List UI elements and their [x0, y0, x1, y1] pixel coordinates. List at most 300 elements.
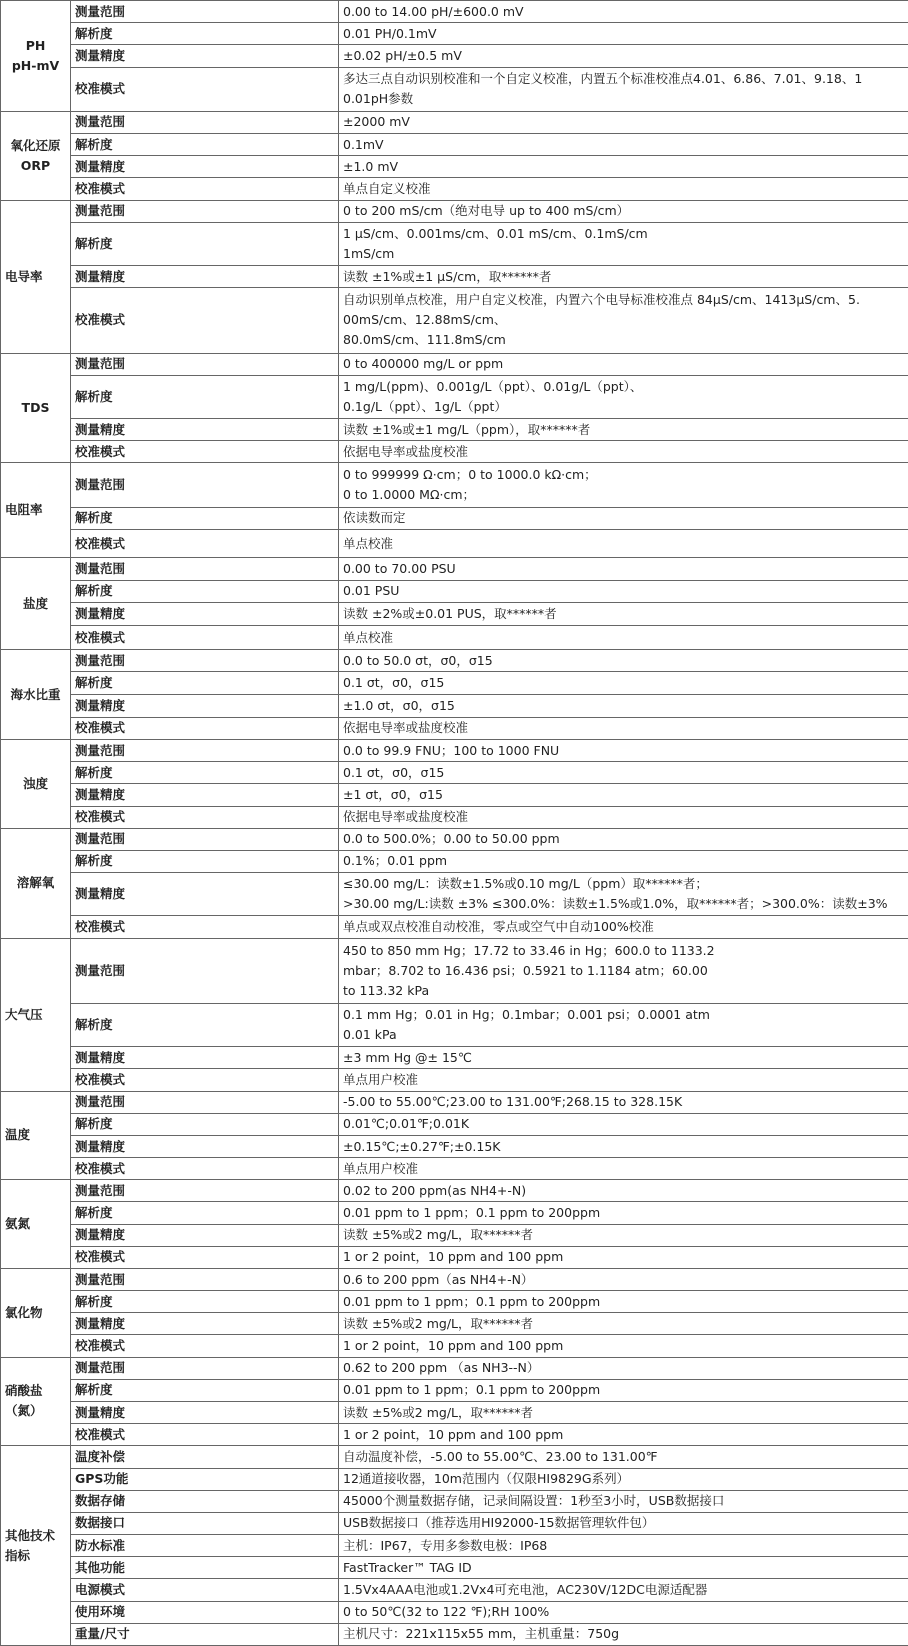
category-label: 大气压 — [5, 1006, 43, 1022]
value-line: >30.00 mg/L:读数 ±3% ≤300.0%：读数±1.5%或1.0%，取******者；>300.0%：读数±3% — [343, 896, 888, 912]
parameter-value — [339, 1, 908, 23]
value-line: 45000个测量数据存储，记录间隔设置：1秒至3小时，USB数据接口 — [343, 1493, 725, 1509]
parameter-label: 测量精度 — [71, 1401, 339, 1423]
table-row — [1, 806, 908, 828]
parameter-value — [339, 602, 908, 625]
parameter-label: 解析度 — [71, 1113, 339, 1135]
parameter-value — [339, 1468, 908, 1490]
category-label: ORP — [20, 157, 51, 173]
parameter-value — [339, 111, 908, 133]
table-row — [1, 1047, 908, 1069]
parameter-value — [339, 1579, 908, 1601]
parameter-value — [339, 45, 908, 67]
table-row — [1, 222, 908, 265]
parameter-label: 校准模式 — [71, 806, 339, 828]
value-line: ±3 mm Hg @± 15℃ — [343, 1049, 472, 1065]
parameter-label: 解析度 — [71, 134, 339, 156]
parameter-label: 测量精度 — [71, 602, 339, 625]
value-line: 单点用户校准 — [343, 1160, 419, 1176]
table-row — [1, 580, 908, 602]
parameter-value — [339, 1512, 908, 1534]
table-row — [1, 740, 908, 762]
category-label: 其他技术 — [5, 1527, 56, 1543]
parameter-value — [339, 938, 908, 1003]
category-label: 电阻率 — [5, 502, 43, 518]
value-line: 单点校准 — [343, 535, 394, 551]
category-cell — [1, 938, 71, 1091]
table-row — [1, 419, 908, 441]
table-row — [1, 1113, 908, 1135]
parameter-value — [339, 1557, 908, 1579]
category-cell — [1, 1180, 71, 1269]
table-row — [1, 938, 908, 1003]
category-cell — [1, 111, 71, 200]
parameter-label: 测量范围 — [71, 111, 339, 133]
table-row — [1, 1557, 908, 1579]
parameter-label: 校准模式 — [71, 1158, 339, 1180]
table-row — [1, 353, 908, 375]
table-row — [1, 1246, 908, 1268]
value-line: 依读数而定 — [343, 510, 406, 526]
category-label: pH-mV — [11, 57, 60, 73]
parameter-label: 解析度 — [71, 23, 339, 45]
value-line: 主机尺寸：221x115x55 mm，主机重量：750g — [343, 1626, 620, 1642]
parameter-label: 测量精度 — [71, 45, 339, 67]
parameter-value — [339, 507, 908, 529]
category-cell — [1, 558, 71, 650]
parameter-value — [339, 266, 908, 288]
parameter-label: 其他功能 — [71, 1557, 339, 1579]
parameter-value — [339, 1091, 908, 1113]
table-row — [1, 1003, 908, 1046]
table-row — [1, 1, 908, 23]
category-cell — [1, 353, 71, 463]
category-label: 浊度 — [22, 775, 48, 791]
spec-table-body — [1, 1, 908, 1646]
parameter-value — [339, 1401, 908, 1423]
table-row — [1, 67, 908, 111]
category-cell — [1, 1357, 71, 1446]
value-line: -5.00 to 55.00℃;23.00 to 131.00℉;268.15 to 328.15K — [343, 1094, 683, 1110]
table-row — [1, 1468, 908, 1490]
parameter-label: 校准模式 — [71, 916, 339, 938]
parameter-value — [339, 1003, 908, 1046]
parameter-value — [339, 740, 908, 762]
parameter-label: 校准模式 — [71, 1424, 339, 1446]
table-row — [1, 529, 908, 558]
table-row — [1, 23, 908, 45]
category-label: 海水比重 — [10, 686, 61, 702]
value-line: 12通道接收器，10m范围内（仅限HI9829G系列） — [343, 1471, 630, 1487]
value-line: 0 to 200 mS/cm（绝对电导 up to 400 mS/cm） — [343, 203, 630, 219]
parameter-label: 使用环境 — [71, 1601, 339, 1623]
value-line: USB数据接口（推荐选用HI92000-15数据管理软件包） — [343, 1515, 655, 1531]
value-line: 读数 ±1%或±1 μS/cm，取******者 — [343, 268, 552, 284]
value-line: 读数 ±5%或2 mg/L，取******者 — [343, 1315, 533, 1331]
parameter-value — [339, 1180, 908, 1202]
category-label: 溶解氧 — [16, 875, 55, 891]
parameter-value — [339, 1135, 908, 1157]
parameter-label: 测量精度 — [71, 1047, 339, 1069]
value-line: 0.0 to 99.9 FNU；100 to 1000 FNU — [343, 742, 560, 758]
value-line: 80.0mS/cm、111.8mS/cm — [343, 332, 506, 348]
parameter-value — [339, 717, 908, 739]
value-line: to 113.32 kPa — [343, 982, 430, 998]
category-label: PH — [25, 37, 46, 53]
value-line: 0.00 to 70.00 PSU — [343, 561, 456, 577]
parameter-value — [339, 762, 908, 784]
parameter-value — [339, 1202, 908, 1224]
table-row — [1, 1158, 908, 1180]
parameter-value — [339, 850, 908, 872]
parameter-label: 解析度 — [71, 762, 339, 784]
value-line: 0.01 PSU — [343, 583, 400, 599]
parameter-value — [339, 828, 908, 850]
parameter-value — [339, 529, 908, 558]
value-line: 0 to 50℃(32 to 122 ℉);RH 100% — [343, 1604, 550, 1620]
value-line: 1 or 2 point，10 ppm and 100 ppm — [343, 1249, 564, 1265]
parameter-value — [339, 672, 908, 694]
category-cell — [1, 1, 71, 112]
parameter-value — [339, 288, 908, 353]
table-row — [1, 134, 908, 156]
parameter-value — [339, 178, 908, 200]
parameter-value — [339, 1490, 908, 1512]
parameter-label: 电源模式 — [71, 1579, 339, 1601]
parameter-label: 测量范围 — [71, 740, 339, 762]
category-label: TDS — [21, 400, 50, 416]
value-line: 读数 ±2%或±0.01 PUS，取******者 — [343, 605, 557, 621]
parameter-value — [339, 1224, 908, 1246]
parameter-label: 测量范围 — [71, 650, 339, 672]
parameter-value — [339, 1047, 908, 1069]
parameter-value — [339, 1446, 908, 1468]
parameter-label: 数据存储 — [71, 1490, 339, 1512]
table-row — [1, 916, 908, 938]
value-line: 1 mg/L(ppm)、0.001g/L（ppt）、0.01g/L（ppt）、 — [343, 378, 643, 394]
value-line: 多达三点自动识别校准和一个自定义校准，内置五个标准校准点4.01、6.86、7.01、9.18、1 — [343, 71, 863, 87]
value-line: ±1.0 σt，σ0，σ15 — [343, 697, 455, 713]
value-line: 0.62 to 200 ppm （as NH3--N） — [343, 1360, 540, 1376]
parameter-label: 校准模式 — [71, 717, 339, 739]
parameter-label: 测量精度 — [71, 873, 339, 916]
value-line: 0.01 PH/0.1mV — [343, 25, 437, 41]
table-row — [1, 626, 908, 650]
parameter-label: 校准模式 — [71, 178, 339, 200]
table-row — [1, 602, 908, 625]
parameter-label: 测量精度 — [71, 419, 339, 441]
parameter-value — [339, 375, 908, 418]
table-row — [1, 1579, 908, 1601]
parameter-value — [339, 580, 908, 602]
table-row — [1, 1490, 908, 1512]
category-label: 硝酸盐 — [5, 1383, 43, 1399]
parameter-value — [339, 650, 908, 672]
parameter-label: 校准模式 — [71, 1246, 339, 1268]
table-row — [1, 850, 908, 872]
parameter-label: 防水标准 — [71, 1535, 339, 1557]
parameter-value — [339, 806, 908, 828]
parameter-label: 解析度 — [71, 222, 339, 265]
category-label: 指标 — [5, 1547, 31, 1563]
parameter-label: 测量范围 — [71, 938, 339, 1003]
parameter-value — [339, 156, 908, 178]
table-row — [1, 288, 908, 353]
parameter-label: 测量精度 — [71, 1135, 339, 1157]
parameter-label: 校准模式 — [71, 626, 339, 650]
parameter-value — [339, 67, 908, 111]
category-label: 温度 — [5, 1127, 31, 1143]
value-line: 自动温度补偿，-5.00 to 55.00℃、23.00 to 131.00℉ — [343, 1448, 658, 1464]
value-line: 0 to 400000 mg/L or ppm — [343, 356, 504, 372]
value-line: 0.1mV — [343, 136, 384, 152]
parameter-label: 解析度 — [71, 672, 339, 694]
parameter-label: 解析度 — [71, 1003, 339, 1046]
category-cell — [1, 1446, 71, 1646]
parameter-label: 解析度 — [71, 850, 339, 872]
table-row — [1, 650, 908, 672]
table-row — [1, 178, 908, 200]
value-line: 单点用户校准 — [343, 1071, 419, 1087]
category-label: 氧化还原 — [10, 137, 61, 153]
value-line: ±2000 mV — [343, 114, 410, 130]
value-line: 0.00 to 14.00 pH/±600.0 mV — [343, 3, 524, 19]
value-line: 1mS/cm — [343, 245, 395, 261]
parameter-value — [339, 1313, 908, 1335]
parameter-label: 测量范围 — [71, 1091, 339, 1113]
parameter-label: 数据接口 — [71, 1512, 339, 1534]
value-line: 0.01 ppm to 1 ppm；0.1 ppm to 200ppm — [343, 1382, 601, 1398]
value-line: 0.1 mm Hg；0.01 in Hg；0.1mbar；0.001 psi；0.0001 atm — [343, 1007, 710, 1023]
table-row — [1, 200, 908, 222]
table-row — [1, 1357, 908, 1379]
value-line: ±1.0 mV — [343, 158, 399, 174]
parameter-label: 解析度 — [71, 1202, 339, 1224]
category-cell — [1, 740, 71, 829]
parameter-label: 测量范围 — [71, 353, 339, 375]
parameter-label: 解析度 — [71, 507, 339, 529]
value-line: 单点自定义校准 — [343, 180, 431, 196]
table-row — [1, 1313, 908, 1335]
value-line: 0.01pH参数 — [343, 91, 414, 107]
category-cell — [1, 650, 71, 740]
parameter-label: 校准模式 — [71, 67, 339, 111]
category-label: 电导率 — [5, 268, 43, 284]
value-line: 依据电导率或盐度校准 — [343, 443, 469, 459]
value-line: 0.01 ppm to 1 ppm；0.1 ppm to 200ppm — [343, 1293, 601, 1309]
table-row — [1, 558, 908, 580]
parameter-value — [339, 873, 908, 916]
value-line: 0.1g/L（ppt）、1g/L（ppt） — [343, 398, 507, 414]
parameter-label: 测量范围 — [71, 1357, 339, 1379]
table-row — [1, 672, 908, 694]
value-line: FastTracker™ TAG ID — [343, 1559, 472, 1575]
parameter-value — [339, 23, 908, 45]
parameter-label: 解析度 — [71, 1291, 339, 1313]
value-line: ±0.02 pH/±0.5 mV — [343, 47, 462, 63]
value-line: 1 μS/cm、0.001ms/cm、0.01 mS/cm、0.1mS/cm — [343, 225, 648, 241]
table-row — [1, 1601, 908, 1623]
table-row — [1, 1069, 908, 1091]
table-row — [1, 441, 908, 463]
category-label: （氮） — [5, 1403, 43, 1419]
parameter-value — [339, 1246, 908, 1268]
table-row — [1, 1224, 908, 1246]
category-label: 盐度 — [22, 595, 48, 611]
table-row — [1, 111, 908, 133]
category-cell — [1, 1091, 71, 1180]
value-line: 1.5Vx4AAA电池或1.2Vx4可充电池，AC230V/12DC电源适配器 — [343, 1581, 708, 1597]
parameter-label: 测量范围 — [71, 558, 339, 580]
parameter-value — [339, 134, 908, 156]
parameter-label: 测量范围 — [71, 828, 339, 850]
parameter-label: 解析度 — [71, 580, 339, 602]
value-line: 0.01 kPa — [343, 1027, 397, 1043]
parameter-label: 校准模式 — [71, 1069, 339, 1091]
value-line: 读数 ±5%或2 mg/L，取******者 — [343, 1227, 533, 1243]
value-line: 0.01℃;0.01℉;0.01K — [343, 1116, 470, 1132]
value-line: 0.02 to 200 ppm(as NH4+-N) — [343, 1182, 527, 1198]
value-line: 0.01 ppm to 1 ppm；0.1 ppm to 200ppm — [343, 1205, 601, 1221]
parameter-label: GPS功能 — [71, 1468, 339, 1490]
parameter-value — [339, 441, 908, 463]
parameter-label: 校准模式 — [71, 441, 339, 463]
table-row — [1, 1379, 908, 1401]
parameter-value — [339, 558, 908, 580]
table-row — [1, 828, 908, 850]
table-row — [1, 45, 908, 67]
value-line: 单点校准 — [343, 629, 394, 645]
value-line: 0.1 σt，σ0，σ15 — [343, 764, 445, 780]
table-row — [1, 1091, 908, 1113]
table-row — [1, 1424, 908, 1446]
parameter-label: 重量/尺寸 — [71, 1623, 339, 1645]
table-row — [1, 1291, 908, 1313]
table-row — [1, 1623, 908, 1645]
table-row — [1, 463, 908, 507]
parameter-value — [339, 1535, 908, 1557]
parameter-label: 测量范围 — [71, 1180, 339, 1202]
parameter-value — [339, 1158, 908, 1180]
table-row — [1, 1135, 908, 1157]
parameter-value — [339, 784, 908, 806]
parameter-value — [339, 1601, 908, 1623]
parameter-label: 测量精度 — [71, 266, 339, 288]
category-label: 氯化物 — [5, 1304, 43, 1320]
parameter-label: 温度补偿 — [71, 1446, 339, 1468]
parameter-value — [339, 463, 908, 507]
category-cell — [1, 828, 71, 938]
category-cell — [1, 463, 71, 558]
parameter-value — [339, 353, 908, 375]
value-line: 依据电导率或盐度校准 — [343, 720, 469, 736]
value-line: 0 to 999999 Ω·cm；0 to 1000.0 kΩ·cm； — [343, 467, 597, 483]
value-line: 00mS/cm、12.88mS/cm、 — [343, 312, 507, 328]
parameter-value — [339, 1379, 908, 1401]
table-row — [1, 762, 908, 784]
value-line: 0.1%；0.01 ppm — [343, 853, 448, 869]
parameter-label: 测量范围 — [71, 200, 339, 222]
parameter-value — [339, 1069, 908, 1091]
table-row — [1, 1180, 908, 1202]
parameter-label: 测量范围 — [71, 1, 339, 23]
value-line: 450 to 850 mm Hg；17.72 to 33.46 in Hg；600.0 to 1133.2 — [343, 942, 715, 958]
parameter-value — [339, 694, 908, 717]
table-row — [1, 507, 908, 529]
parameter-value — [339, 1623, 908, 1645]
value-line: mbar；8.702 to 16.436 psi；0.5921 to 1.1184 atm；60.00 — [343, 962, 708, 978]
value-line: 读数 ±1%或±1 mg/L（ppm），取******者 — [343, 421, 591, 437]
value-line: 读数 ±5%或2 mg/L，取******者 — [343, 1404, 533, 1420]
category-label: 氨氮 — [5, 1216, 31, 1232]
parameter-label: 测量精度 — [71, 694, 339, 717]
parameter-label: 测量精度 — [71, 1224, 339, 1246]
value-line: 0.0 to 500.0%；0.00 to 50.00 ppm — [343, 831, 560, 847]
value-line: 0.6 to 200 ppm（as NH4+-N） — [343, 1271, 534, 1287]
table-row — [1, 1335, 908, 1357]
table-row — [1, 1401, 908, 1423]
value-line: ±1 σt，σ0，σ15 — [343, 786, 443, 802]
parameter-value — [339, 1335, 908, 1357]
value-line: 依据电导率或盐度校准 — [343, 809, 469, 825]
parameter-value — [339, 1357, 908, 1379]
parameter-value — [339, 1291, 908, 1313]
parameter-value — [339, 200, 908, 222]
parameter-label: 校准模式 — [71, 529, 339, 558]
value-line: 0.0 to 50.0 σt，σ0，σ15 — [343, 652, 493, 668]
table-row — [1, 1535, 908, 1557]
table-row — [1, 156, 908, 178]
category-cell — [1, 200, 71, 353]
table-row — [1, 375, 908, 418]
value-line: 1 or 2 point，10 ppm and 100 ppm — [343, 1338, 564, 1354]
parameter-value — [339, 916, 908, 938]
parameter-label: 校准模式 — [71, 1335, 339, 1357]
value-line: 1 or 2 point，10 ppm and 100 ppm — [343, 1426, 564, 1442]
parameter-label: 解析度 — [71, 1379, 339, 1401]
parameter-label: 测量精度 — [71, 156, 339, 178]
value-line: ±0.15℃;±0.27℉;±0.15K — [343, 1138, 501, 1154]
table-row — [1, 717, 908, 739]
table-row — [1, 873, 908, 916]
parameter-label: 测量范围 — [71, 463, 339, 507]
value-line: 单点或双点校准自动校准，零点或空气中自动100%校准 — [343, 918, 654, 934]
parameter-value — [339, 1424, 908, 1446]
table-row — [1, 1268, 908, 1290]
table-row — [1, 1512, 908, 1534]
parameter-label: 测量精度 — [71, 784, 339, 806]
parameter-value — [339, 626, 908, 650]
table-row — [1, 1446, 908, 1468]
category-cell — [1, 1268, 71, 1357]
parameter-label: 校准模式 — [71, 288, 339, 353]
parameter-value — [339, 1113, 908, 1135]
value-line: 0.1 σt，σ0，σ15 — [343, 675, 445, 691]
table-row — [1, 694, 908, 717]
parameter-value — [339, 419, 908, 441]
value-line: ≤30.00 mg/L：读数±1.5%或0.10 mg/L（ppm）取******者； — [343, 876, 708, 892]
value-line: 主机：IP67，专用多参数电极：IP68 — [343, 1537, 548, 1553]
parameter-value — [339, 1268, 908, 1290]
table-row — [1, 784, 908, 806]
parameter-label: 测量范围 — [71, 1268, 339, 1290]
parameter-label: 测量精度 — [71, 1313, 339, 1335]
table-row — [1, 1202, 908, 1224]
parameter-value — [339, 222, 908, 265]
parameter-label: 解析度 — [71, 375, 339, 418]
table-row — [1, 266, 908, 288]
value-line: 0 to 1.0000 MΩ·cm； — [343, 487, 476, 503]
